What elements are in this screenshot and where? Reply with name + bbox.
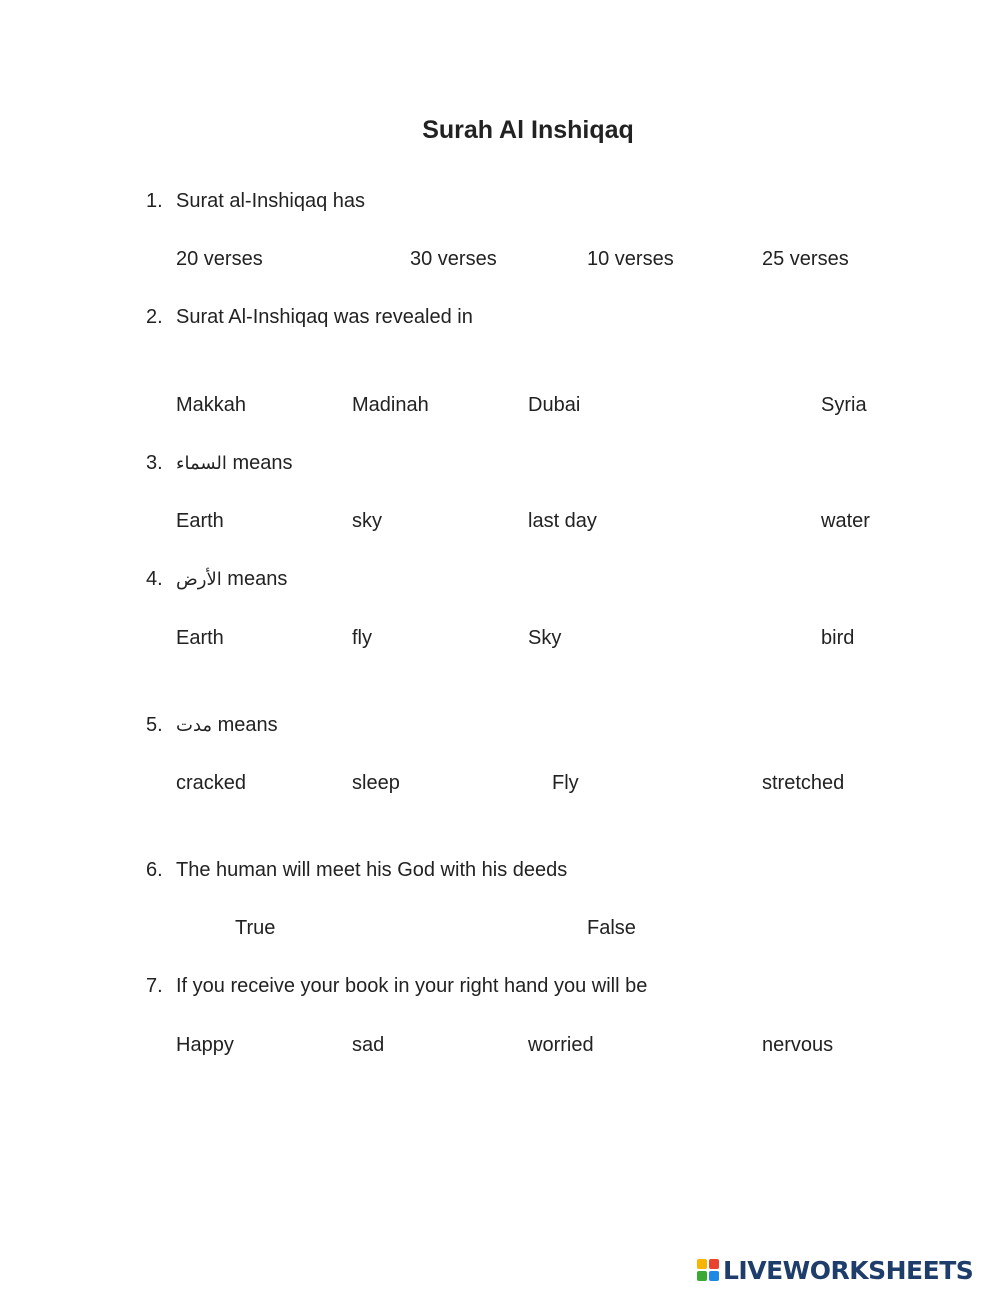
question-number: 5. — [146, 714, 163, 736]
question-text: means — [217, 714, 278, 736]
question-text: Surat al-Inshiqaq has — [176, 190, 366, 212]
question-3 — [146, 452, 293, 475]
q1-option-1[interactable]: 20 verses — [176, 248, 263, 270]
q5-option-3[interactable]: Fly — [552, 772, 579, 794]
q4-option-4[interactable]: bird — [821, 627, 855, 649]
q1-option-2[interactable]: 30 verses — [410, 248, 497, 270]
logo-blocks-icon — [697, 1259, 719, 1281]
question-text: The human will meet his God with his deeds — [176, 859, 568, 881]
q1-option-3[interactable]: 10 verses — [587, 248, 674, 270]
q1-option-4[interactable]: 25 verses — [762, 248, 849, 270]
question-number: 3. — [146, 452, 163, 474]
q2-option-1[interactable]: Makkah — [176, 394, 247, 416]
question-number: 6. — [146, 859, 163, 881]
q3-option-3[interactable]: last day — [528, 510, 597, 532]
q7-option-2[interactable]: sad — [352, 1034, 385, 1056]
q3-option-2[interactable]: sky — [352, 510, 382, 532]
arabic-word: السماء — [176, 453, 227, 474]
arabic-word: الأرض — [176, 569, 222, 590]
question-1 — [146, 190, 365, 213]
q3-option-4[interactable]: water — [821, 510, 870, 532]
q2-option-2[interactable]: Madinah — [352, 394, 429, 416]
q4-option-1[interactable]: Earth — [176, 627, 224, 649]
worksheet-title: Surah Al Inshiqaq — [422, 116, 634, 144]
logo-text: LIVEWORKSHEETS — [723, 1255, 974, 1285]
q4-option-3[interactable]: Sky — [528, 627, 562, 649]
q4-option-2[interactable]: fly — [352, 627, 372, 649]
arabic-word: مدت — [176, 715, 213, 736]
question-5 — [146, 714, 278, 737]
q5-option-1[interactable]: cracked — [176, 772, 247, 794]
question-number: 7. — [146, 975, 163, 997]
q3-option-1[interactable]: Earth — [176, 510, 224, 532]
q7-option-3[interactable]: worried — [528, 1034, 594, 1056]
q7-option-4[interactable]: nervous — [762, 1034, 834, 1056]
question-2 — [146, 306, 473, 329]
question-text: Surat Al-Inshiqaq was revealed in — [176, 306, 473, 328]
question-text: means — [227, 568, 288, 590]
q2-option-4[interactable]: Syria — [821, 394, 867, 416]
q5-option-2[interactable]: sleep — [352, 772, 400, 794]
question-number: 4. — [146, 568, 163, 590]
question-number: 2. — [146, 306, 163, 328]
question-7 — [146, 975, 647, 998]
q5-option-4[interactable]: stretched — [762, 772, 845, 794]
q2-option-3[interactable]: Dubai — [528, 394, 581, 416]
liveworksheets-logo — [697, 1255, 973, 1285]
q7-option-1[interactable]: Happy — [176, 1034, 234, 1056]
question-text: means — [232, 452, 293, 474]
question-4 — [146, 568, 287, 591]
question-6 — [146, 859, 567, 882]
question-text: If you receive your book in your right hand you will be — [176, 975, 648, 997]
q6-option-true[interactable]: True — [235, 917, 276, 939]
q6-option-false[interactable]: False — [587, 917, 636, 939]
question-number: 1. — [146, 190, 163, 212]
